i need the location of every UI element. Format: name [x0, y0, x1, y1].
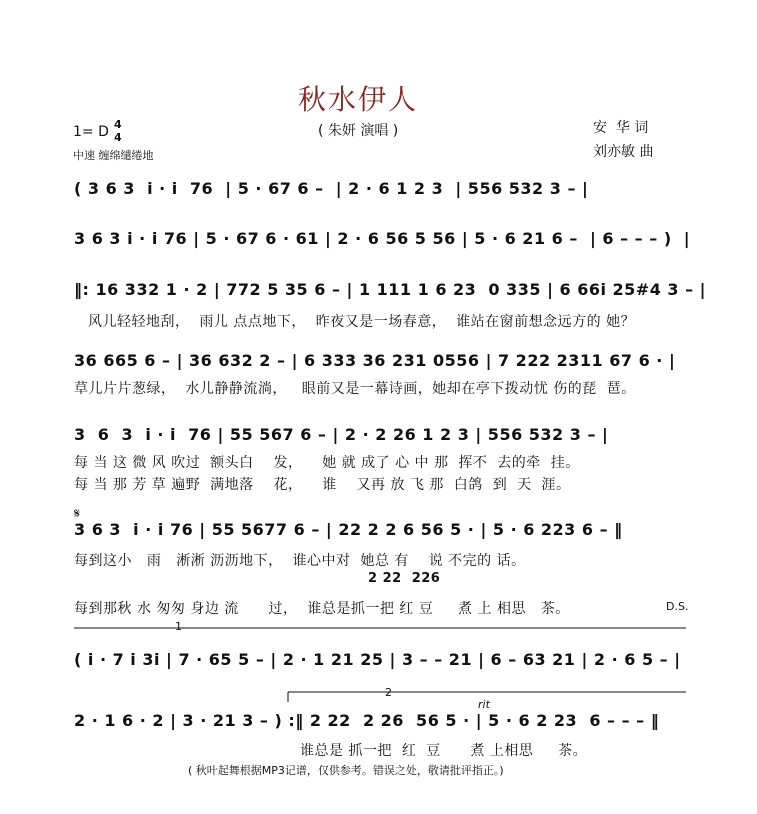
- time-sig-bottom: 4: [114, 131, 122, 144]
- score-line-4: 36 665 6 – | 36 632 2 – | 6 333 36 231 0556 | 7 222 2311 67 6 · |: [74, 351, 676, 370]
- lyric-line-3: 风儿轻轻地刮， 雨儿 点点地下， 昨夜又是一场春意， 谁站在窗前想念远方的 她？: [88, 314, 636, 330]
- song-title: 秋水伊人: [298, 83, 419, 116]
- lyric-line-4: 草儿片片葱绿， 水儿静静流淌， 眼前又是一幕诗画，她却在亭下拨动忧 伤的琵 琶。: [74, 381, 636, 397]
- score-line-3: ‖: 16 332 1 · 2 | 772 5 35 6 – | 1 111 1 6 23 0 335 | 6 66i 25#4 3 – |: [74, 280, 707, 299]
- lyric-line-9: 谁总是 抓一把 红 豆 煮 上相思 茶。: [300, 743, 588, 759]
- segno-sign: 𝄋: [74, 506, 81, 522]
- key-signature: 1= D: [73, 124, 109, 140]
- ds-mark: D.S.: [666, 600, 689, 613]
- volta-1-label: 1: [175, 620, 182, 633]
- volta-2-label: 2: [385, 686, 392, 699]
- performer: ( 朱妍 演唱 ): [318, 123, 399, 139]
- lyric-line-5a: 每 当 这 微 风 吹过 额头白 发， 她 就 成了 心 中 那 挥不 去的牵 挂。: [74, 455, 580, 471]
- score-line-1: ( 3 6 3 i · i 76 | 5 · 67 6 – | 2 · 6 1 2 3 | 556 532 3 – |: [74, 179, 589, 198]
- score-line-8: ( i · 7 i 3i | 7 · 65 5 – | 2 · 1 21 25 | 3 – – 21 | 6 – 63 21 | 2 · 6 5 – |: [74, 650, 681, 669]
- rit-mark: rit: [478, 698, 490, 711]
- lyric-line-7: 每到那秋 水 匆匆 身边 流 过， 谁总是抓一把 红 豆 煮 上 相思 茶。: [74, 601, 570, 617]
- time-sig-top: 4: [114, 118, 122, 131]
- score-line-5: 3 6 3 i · i 76 | 55 567 6 – | 2 · 2 26 1 2 3 | 556 532 3 – |: [74, 425, 609, 444]
- tempo-marking: 中速 缠绵缱绻地: [73, 149, 154, 162]
- lyric-line-5b: 每 当 那 芳 草 遍野 满地落 花， 谁 又再 放 飞 那 白鸽 到 天 涯。: [74, 477, 571, 493]
- score-line-6: 3 6 3 i · i 76 | 55 5677 6 – | 22 2 2 6 56 5 · | 5 · 6 223 6 – ‖: [74, 520, 623, 539]
- composer: 刘亦敏 曲: [593, 144, 654, 160]
- lyricist: 安 华 词: [593, 120, 649, 136]
- alt-notes: 2 22 226: [368, 571, 441, 586]
- lyric-line-6: 每到这小 雨 淅淅 沥沥地下， 谁心中对 她总 有 说 不完的 话。: [74, 553, 526, 569]
- footer-note: ( 秋叶起舞根据MP3记谱，仅供参考。错误之处，敬请批评指正。): [188, 764, 504, 777]
- score-line-9: 2 · 1 6 · 2 | 3 · 21 3 – ) :‖ 2 22 2 26 56 5 · | 5 · 6 2 23 6 – – – ‖: [74, 711, 660, 730]
- score-line-2: 3 6 3 i · i 76 | 5 · 67 6 · 61 | 2 · 6 56 5 56 | 5 · 6 21 6 – | 6 – – – ) |: [74, 229, 691, 248]
